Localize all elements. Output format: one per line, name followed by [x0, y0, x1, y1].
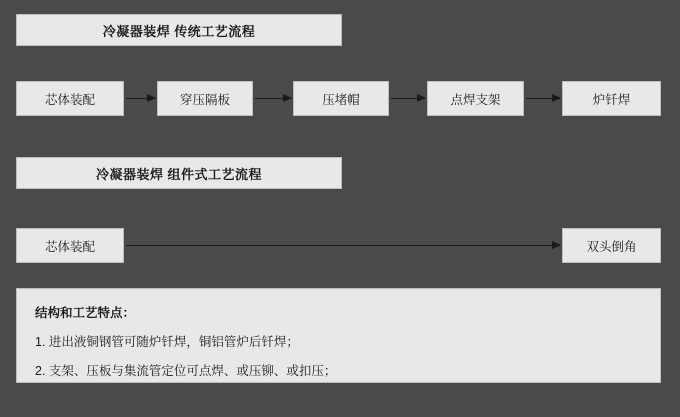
notes-line-2: 2. 支架、压板与集流管定位可点焊、或压铆、或扣压； — [35, 364, 337, 378]
flow-node-6[interactable]: 芯体装配 — [16, 228, 124, 263]
flow-node-1[interactable]: 芯体装配 — [16, 81, 124, 116]
notes-title: 结构和工艺特点： — [35, 306, 136, 320]
notes-line-1: 1. 进出液铜钢管可随炉钎焊，铜铝管炉后钎焊； — [35, 335, 299, 349]
flow-node-5[interactable]: 炉钎焊 — [562, 81, 661, 116]
arrow-right-icon — [255, 98, 291, 99]
arrow-right-icon — [526, 98, 560, 99]
flow-node-2[interactable]: 穿压隔板 — [157, 81, 253, 116]
arrow-right-icon — [391, 98, 425, 99]
flow-node-7[interactable]: 双头倒角 — [562, 228, 661, 263]
section-1-title: 冷凝器装焊 传统工艺流程 — [16, 14, 342, 46]
arrow-right-icon — [126, 98, 155, 99]
arrow-right-icon — [126, 245, 560, 246]
section-2-title: 冷凝器装焊 组件式工艺流程 — [16, 157, 342, 189]
flow-node-4[interactable]: 点焊支架 — [427, 81, 524, 116]
flow-node-3[interactable]: 压堵帽 — [293, 81, 389, 116]
notes-panel — [16, 288, 661, 383]
